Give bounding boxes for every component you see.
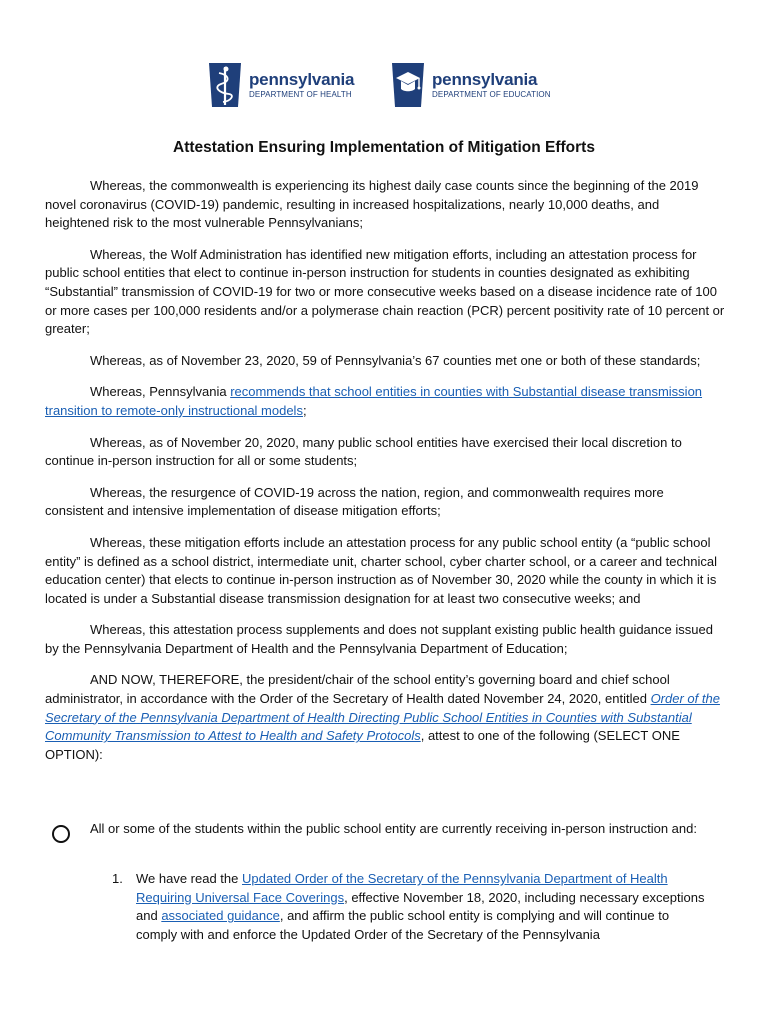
health-logo-sub: DEPARTMENT OF HEALTH xyxy=(249,90,352,99)
paragraph-5: Whereas, as of November 20, 2020, many public school entities have exercised their local discretion to continue in-person instruction for all or some students; xyxy=(45,434,682,469)
paragraph-1: Whereas, the commonwealth is experiencing its highest daily case counts since the beginning of the 2019 novel coronavirus (COVID-19) pandemic, resulting in increased hospitalizations, nearly 10,000 deaths, and heightened risk to the most vulnerable Pennsylvanians; xyxy=(45,178,699,231)
face-covering-order-link[interactable]: Updated Order of the Secretary of the Pennsylvania Department of Health Requiring Universal Face Coverings xyxy=(136,871,668,905)
list-item-text-mid: , effective November 18, 2020, including necessary exceptions and xyxy=(136,889,705,924)
option-1-text: All or some of the students within the public school entity are currently receiving in-person instruction and: xyxy=(90,821,697,836)
paragraph-9 xyxy=(45,671,725,764)
secretary-order-link[interactable]: Order of the Secretary of the Pennsylvania Department of Health Directing Public School Entities in Counties with Substantial Community Transmission to Attest to Health and Safety Protocols xyxy=(45,691,720,744)
health-logo xyxy=(205,60,354,110)
remote-instruction-recommendation-link[interactable]: recommends that school entities in counties with Substantial disease transmission transition to remote-only instructional models xyxy=(45,384,703,418)
associated-guidance-link[interactable]: associated guidance xyxy=(161,908,280,924)
paragraph-2: Whereas, the Wolf Administration has identified new mitigation efforts, including an attestation process for public school entities that elect to continue in-person instruction for students in counties designated as exhibiting “Substantial” transmission of COVID-19 for two or more consecutive weeks based on a disease incidence rate of 100 or more cases per 100,000 residents and/or a polymerase chain reaction (PCR) percent positivity rate of 10 percent or greater; xyxy=(45,246,725,337)
education-logo-name: pennsylvania xyxy=(432,70,538,89)
paragraph-4-text: Whereas, Pennsylvania xyxy=(90,384,231,400)
paragraph-8: Whereas, this attestation process supplements and does not supplant existing public health guidance issued by the Pennsylvania Department of Health and the Pennsylvania Department of Education; xyxy=(45,622,713,656)
list-item xyxy=(136,870,708,944)
health-logo-name: pennsylvania xyxy=(249,70,355,89)
list-item-text-end: , and affirm the public school entity is complying and will continue to comply with and enforce the Updated Order of the Secretary of the Pennsylvania xyxy=(136,908,670,942)
paragraph-7: Whereas, these mitigation efforts include an attestation process for any public school entity (a “public school entity” is defined as a school district, intermediate unit, charter school, cyber charter school, or a career and technical education center) that elects to continue in-person instruction as of November 30, 2020 while the county in which it is located is under a Substantial disease transmission designation for at least two consecutive weeks; and xyxy=(45,534,717,606)
keystone-health-icon xyxy=(205,61,245,109)
paragraph-6: Whereas, the resurgence of COVID-19 across the nation, region, and commonwealth requires more consistent and intensive implementation of disease mitigation efforts; xyxy=(45,484,664,519)
logo-bar xyxy=(205,60,565,112)
education-logo-sub: DEPARTMENT OF EDUCATION xyxy=(432,90,551,99)
list-item-number: 1. xyxy=(112,871,123,886)
document-body xyxy=(45,177,725,777)
paragraph-9-end: , attest to one of the following (SELECT ONE OPTION): xyxy=(45,728,680,762)
list-item-text: We have read the xyxy=(136,871,242,886)
option-1-radio[interactable] xyxy=(52,825,70,843)
paragraph-4-end: ; xyxy=(302,402,307,418)
keystone-education-icon xyxy=(388,61,428,109)
paragraph-4 xyxy=(45,383,725,420)
paragraph-3: Whereas, as of November 23, 2020, 59 of Pennsylvania’s 67 counties met one or both of these standards; xyxy=(90,352,701,368)
document-title: Attestation Ensuring Implementation of Mitigation Efforts xyxy=(173,139,595,156)
paragraph-9-text: AND NOW, THEREFORE, the president/chair of the school entity’s governing board and chief school administrator, in accordance with the Order of the Secretary of Health dated November 24, 2020, entitled xyxy=(45,672,670,707)
education-logo xyxy=(388,60,551,110)
